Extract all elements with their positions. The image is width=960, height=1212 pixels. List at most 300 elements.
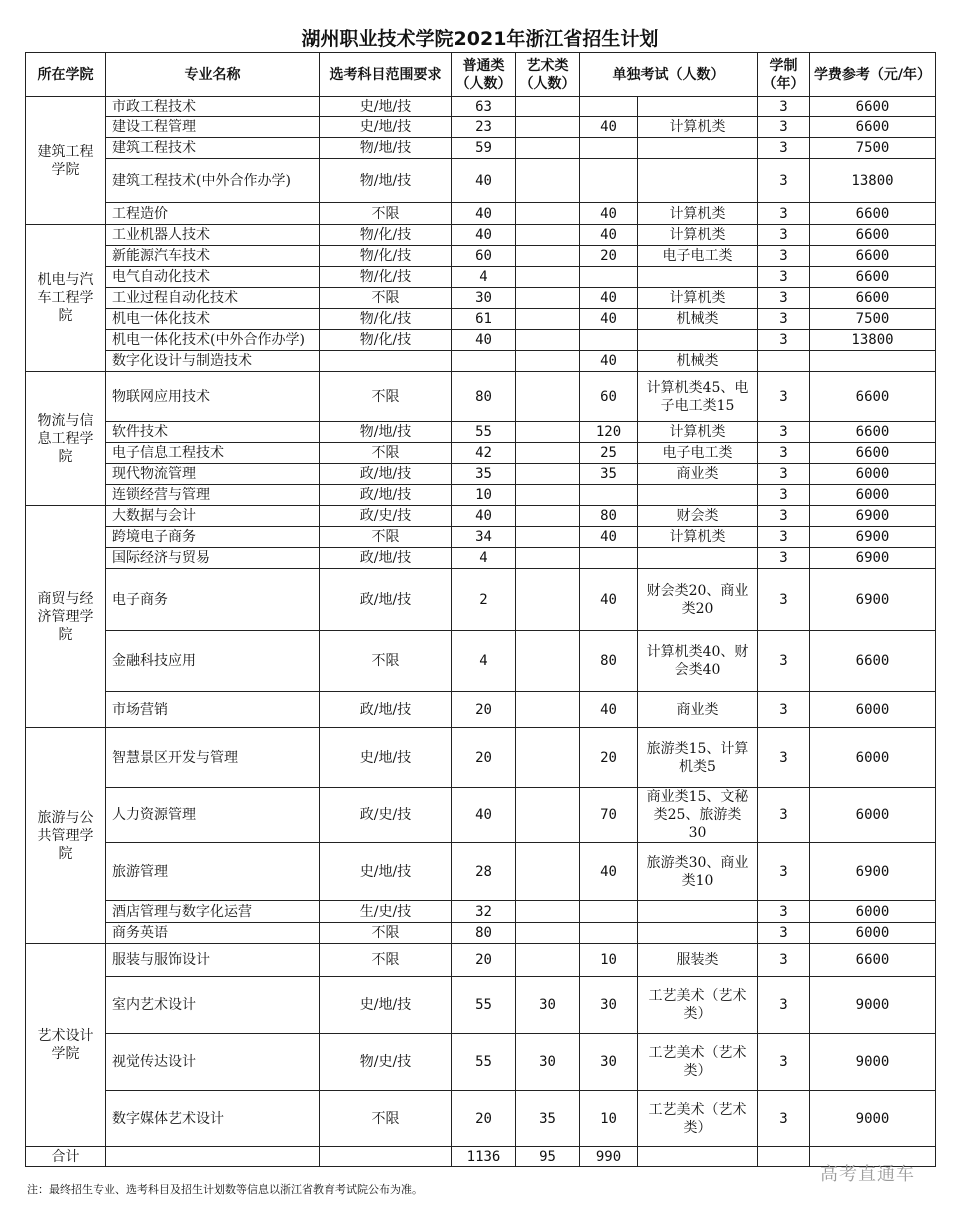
single-exam-count: 40 [580,351,638,372]
total-label: 合计 [26,1147,106,1167]
study-years: 3 [758,631,810,692]
single-exam-category: 商业类 [638,692,758,728]
college-name: 机电与汽车工程学院 [26,225,106,372]
college-name: 物流与信息工程学院 [26,372,106,506]
study-years: 3 [758,288,810,309]
general-count: 35 [452,464,516,485]
art-count [516,464,580,485]
tuition-fee: 6600 [810,225,936,246]
major-name: 建筑工程技术 [106,138,320,159]
subject-requirement: 不限 [320,944,452,977]
single-exam-count: 10 [580,1091,638,1147]
single-exam-count: 20 [580,728,638,788]
single-exam-category: 计算机类 [638,527,758,548]
art-count [516,443,580,464]
major-name: 数字媒体艺术设计 [106,1091,320,1147]
college-name: 艺术设计学院 [26,944,106,1147]
general-count: 40 [452,159,516,203]
general-count: 10 [452,485,516,506]
tuition-fee: 6000 [810,923,936,944]
single-exam-count [580,138,638,159]
table-header-row [26,53,936,97]
tuition-fee: 6000 [810,692,936,728]
art-count [516,330,580,351]
major-name: 旅游管理 [106,843,320,901]
general-count [452,351,516,372]
general-count: 34 [452,527,516,548]
single-exam-category: 旅游类30、商业类10 [638,843,758,901]
general-count: 55 [452,1034,516,1091]
tuition-fee: 9000 [810,1091,936,1147]
table-row [26,309,936,330]
major-name: 工业过程自动化技术 [106,288,320,309]
tuition-fee: 6600 [810,267,936,288]
single-exam-count [580,485,638,506]
art-count: 30 [516,1034,580,1091]
tuition-fee: 6000 [810,728,936,788]
table-row [26,288,936,309]
tuition-fee: 6600 [810,372,936,422]
subject-requirement: 物/化/技 [320,267,452,288]
major-name: 大数据与会计 [106,506,320,527]
single-exam-count [580,159,638,203]
subject-requirement: 生/史/技 [320,901,452,923]
single-exam-count: 30 [580,1034,638,1091]
general-count: 42 [452,443,516,464]
art-count [516,485,580,506]
major-name: 电气自动化技术 [106,267,320,288]
study-years: 3 [758,422,810,443]
table-row [26,843,936,901]
study-years: 3 [758,267,810,288]
art-count [516,923,580,944]
header-subjects: 选考科目范围要求 [320,53,452,97]
major-name: 机电一体化技术 [106,309,320,330]
table-row [26,788,936,843]
subject-requirement: 政/史/技 [320,788,452,843]
single-exam-count [580,548,638,569]
single-exam-count: 30 [580,977,638,1034]
single-exam-category: 计算机类 [638,203,758,225]
tuition-fee: 6600 [810,117,936,138]
total-single: 990 [580,1147,638,1167]
study-years: 3 [758,117,810,138]
major-name: 建设工程管理 [106,117,320,138]
general-count: 20 [452,944,516,977]
subject-requirement: 不限 [320,372,452,422]
table-row [26,1091,936,1147]
art-count [516,267,580,288]
art-count [516,692,580,728]
single-exam-count: 40 [580,225,638,246]
single-exam-count [580,97,638,117]
major-name: 服装与服饰设计 [106,944,320,977]
single-exam-category [638,267,758,288]
tuition-fee: 6000 [810,464,936,485]
tuition-fee: 6600 [810,443,936,464]
subject-requirement: 史/地/技 [320,843,452,901]
general-count: 80 [452,923,516,944]
art-count [516,288,580,309]
study-years: 3 [758,901,810,923]
tuition-fee: 6900 [810,843,936,901]
major-name: 现代物流管理 [106,464,320,485]
tuition-fee: 6900 [810,527,936,548]
total-art: 95 [516,1147,580,1167]
single-exam-category: 机械类 [638,309,758,330]
single-exam-category [638,923,758,944]
subject-requirement: 物/化/技 [320,309,452,330]
single-exam-category: 电子电工类 [638,246,758,267]
general-count: 20 [452,1091,516,1147]
table-row [26,372,936,422]
major-name: 酒店管理与数字化运营 [106,901,320,923]
single-exam-category: 旅游类15、计算机类5 [638,728,758,788]
subject-requirement: 政/史/技 [320,506,452,527]
subject-requirement: 物/史/技 [320,1034,452,1091]
table-row [26,901,936,923]
subject-requirement: 政/地/技 [320,548,452,569]
single-exam-count: 40 [580,288,638,309]
art-count [516,422,580,443]
subject-requirement: 史/地/技 [320,977,452,1034]
study-years: 3 [758,843,810,901]
study-years: 3 [758,548,810,569]
total-empty [320,1147,452,1167]
general-count: 40 [452,225,516,246]
college-name: 商贸与经济管理学院 [26,506,106,728]
study-years: 3 [758,138,810,159]
study-years: 3 [758,944,810,977]
tuition-fee: 6900 [810,506,936,527]
single-exam-count: 40 [580,203,638,225]
single-exam-category: 计算机类40、财会类40 [638,631,758,692]
single-exam-count: 60 [580,372,638,422]
major-name: 建筑工程技术(中外合作办学) [106,159,320,203]
table-row [26,944,936,977]
general-count: 40 [452,203,516,225]
table-row [26,97,936,117]
table-row [26,443,936,464]
subject-requirement: 政/地/技 [320,569,452,631]
major-name: 机电一体化技术(中外合作办学) [106,330,320,351]
single-exam-category: 财会类20、商业类20 [638,569,758,631]
subject-requirement: 史/地/技 [320,117,452,138]
major-name: 市政工程技术 [106,97,320,117]
art-count [516,631,580,692]
general-count: 59 [452,138,516,159]
tuition-fee: 9000 [810,1034,936,1091]
general-count: 20 [452,728,516,788]
study-years: 3 [758,692,810,728]
table-row [26,351,936,372]
header-fee: 学费参考（元/年） [810,53,936,97]
single-exam-count [580,267,638,288]
general-count: 55 [452,977,516,1034]
study-years: 3 [758,788,810,843]
single-exam-category: 商业类15、文秘类25、旅游类30 [638,788,758,843]
study-years: 3 [758,923,810,944]
subject-requirement: 不限 [320,1091,452,1147]
single-exam-category: 工艺美术（艺术类） [638,977,758,1034]
table-row [26,464,936,485]
subject-requirement: 政/地/技 [320,692,452,728]
general-count: 61 [452,309,516,330]
major-name: 连锁经营与管理 [106,485,320,506]
single-exam-category [638,485,758,506]
major-name: 工业机器人技术 [106,225,320,246]
tuition-fee: 6600 [810,422,936,443]
table-row [26,330,936,351]
subject-requirement: 史/地/技 [320,728,452,788]
single-exam-category: 机械类 [638,351,758,372]
art-count [516,97,580,117]
total-row [26,1147,936,1167]
single-exam-count: 40 [580,117,638,138]
enrollment-table [25,52,936,1167]
major-name: 视觉传达设计 [106,1034,320,1091]
subject-requirement: 物/化/技 [320,246,452,267]
subject-requirement: 物/地/技 [320,159,452,203]
subject-requirement: 物/化/技 [320,330,452,351]
single-exam-count: 40 [580,569,638,631]
subject-requirement: 政/地/技 [320,464,452,485]
study-years: 3 [758,485,810,506]
tuition-fee: 6600 [810,97,936,117]
table-row [26,977,936,1034]
college-name: 旅游与公共管理学院 [26,728,106,944]
single-exam-count: 25 [580,443,638,464]
major-name: 市场营销 [106,692,320,728]
art-count [516,944,580,977]
single-exam-category: 服装类 [638,944,758,977]
study-years: 3 [758,728,810,788]
general-count: 4 [452,267,516,288]
art-count [516,203,580,225]
major-name: 软件技术 [106,422,320,443]
general-count: 40 [452,506,516,527]
study-years: 3 [758,203,810,225]
watermark-text: 高考直通车 [820,1164,915,1185]
study-years: 3 [758,159,810,203]
general-count: 63 [452,97,516,117]
subject-requirement: 不限 [320,203,452,225]
single-exam-count: 40 [580,527,638,548]
major-name: 电子信息工程技术 [106,443,320,464]
tuition-fee: 6600 [810,203,936,225]
single-exam-count: 10 [580,944,638,977]
header-years: 学制 （年） [758,53,810,97]
table-row [26,506,936,527]
table-row [26,548,936,569]
single-exam-category [638,138,758,159]
table-row [26,138,936,159]
study-years: 3 [758,506,810,527]
general-count: 40 [452,788,516,843]
tuition-fee: 13800 [810,330,936,351]
general-count: 28 [452,843,516,901]
subject-requirement: 不限 [320,443,452,464]
study-years: 3 [758,372,810,422]
subject-requirement: 物/地/技 [320,422,452,443]
table-row [26,159,936,203]
tuition-fee: 6600 [810,944,936,977]
major-name: 智慧景区开发与管理 [106,728,320,788]
general-count: 32 [452,901,516,923]
single-exam-category [638,97,758,117]
art-count [516,309,580,330]
general-count: 60 [452,246,516,267]
single-exam-count: 120 [580,422,638,443]
single-exam-category: 计算机类 [638,225,758,246]
total-general: 1136 [452,1147,516,1167]
table-row [26,203,936,225]
study-years [758,351,810,372]
tuition-fee: 9000 [810,977,936,1034]
art-count [516,788,580,843]
study-years: 3 [758,225,810,246]
art-count [516,246,580,267]
tuition-fee: 6000 [810,485,936,506]
tuition-fee: 7500 [810,138,936,159]
tuition-fee: 6600 [810,631,936,692]
study-years: 3 [758,464,810,485]
study-years: 3 [758,1091,810,1147]
single-exam-category [638,548,758,569]
subject-requirement: 物/地/技 [320,138,452,159]
table-row [26,728,936,788]
general-count: 40 [452,330,516,351]
art-count [516,569,580,631]
header-college: 所在学院 [26,53,106,97]
study-years: 3 [758,569,810,631]
single-exam-category: 工艺美术（艺术类） [638,1091,758,1147]
single-exam-count [580,330,638,351]
study-years: 3 [758,443,810,464]
table-row [26,923,936,944]
general-count: 30 [452,288,516,309]
general-count: 55 [452,422,516,443]
study-years: 3 [758,1034,810,1091]
major-name: 金融科技应用 [106,631,320,692]
art-count: 35 [516,1091,580,1147]
total-empty [758,1147,810,1167]
single-exam-count: 40 [580,843,638,901]
general-count: 23 [452,117,516,138]
subject-requirement: 物/化/技 [320,225,452,246]
single-exam-category: 电子电工类 [638,443,758,464]
subject-requirement [320,351,452,372]
tuition-fee: 6600 [810,288,936,309]
header-art: 艺术类 （人数） [516,53,580,97]
tuition-fee: 6600 [810,246,936,267]
single-exam-category [638,159,758,203]
table-row [26,117,936,138]
single-exam-count: 80 [580,506,638,527]
single-exam-count: 40 [580,309,638,330]
major-name: 跨境电子商务 [106,527,320,548]
art-count [516,117,580,138]
table-row [26,422,936,443]
subject-requirement: 不限 [320,288,452,309]
art-count [516,527,580,548]
single-exam-count: 70 [580,788,638,843]
art-count [516,225,580,246]
tuition-fee: 6000 [810,901,936,923]
art-count [516,159,580,203]
header-general: 普通类 （人数） [452,53,516,97]
single-exam-count: 40 [580,692,638,728]
art-count [516,506,580,527]
table-row [26,631,936,692]
single-exam-count: 20 [580,246,638,267]
tuition-fee: 6900 [810,548,936,569]
study-years: 3 [758,527,810,548]
header-major: 专业名称 [106,53,320,97]
single-exam-count: 80 [580,631,638,692]
general-count: 4 [452,548,516,569]
single-exam-category: 计算机类 [638,117,758,138]
subject-requirement: 史/地/技 [320,97,452,117]
general-count: 2 [452,569,516,631]
table-row [26,527,936,548]
major-name: 人力资源管理 [106,788,320,843]
single-exam-category [638,330,758,351]
art-count [516,372,580,422]
table-row [26,485,936,506]
single-exam-category: 计算机类 [638,288,758,309]
study-years: 3 [758,330,810,351]
art-count [516,901,580,923]
subject-requirement: 不限 [320,923,452,944]
art-count [516,138,580,159]
table-row [26,569,936,631]
study-years: 3 [758,309,810,330]
tuition-fee: 6000 [810,788,936,843]
major-name: 新能源汽车技术 [106,246,320,267]
table-row [26,246,936,267]
table-row [26,267,936,288]
tuition-fee: 13800 [810,159,936,203]
major-name: 物联网应用技术 [106,372,320,422]
major-name: 电子商务 [106,569,320,631]
single-exam-category: 计算机类 [638,422,758,443]
tuition-fee [810,351,936,372]
header-single-exam: 单独考试（人数） [580,53,758,97]
single-exam-count: 35 [580,464,638,485]
art-count: 30 [516,977,580,1034]
single-exam-category [638,901,758,923]
art-count [516,843,580,901]
table-row [26,225,936,246]
general-count: 80 [452,372,516,422]
art-count [516,728,580,788]
study-years: 3 [758,977,810,1034]
art-count [516,351,580,372]
total-empty [106,1147,320,1167]
footnote: 注：最终招生专业、选考科目及招生计划数等信息以浙江省教育考试院公布为准。 [27,1183,423,1196]
single-exam-count [580,901,638,923]
college-name: 建筑工程学院 [26,97,106,225]
major-name: 室内艺术设计 [106,977,320,1034]
single-exam-category: 计算机类45、电子电工类15 [638,372,758,422]
subject-requirement: 不限 [320,527,452,548]
single-exam-count [580,923,638,944]
single-exam-category: 财会类 [638,506,758,527]
tuition-fee: 7500 [810,309,936,330]
page-title: 湖州职业技术学院2021年浙江省招生计划 [301,28,659,50]
art-count [516,548,580,569]
